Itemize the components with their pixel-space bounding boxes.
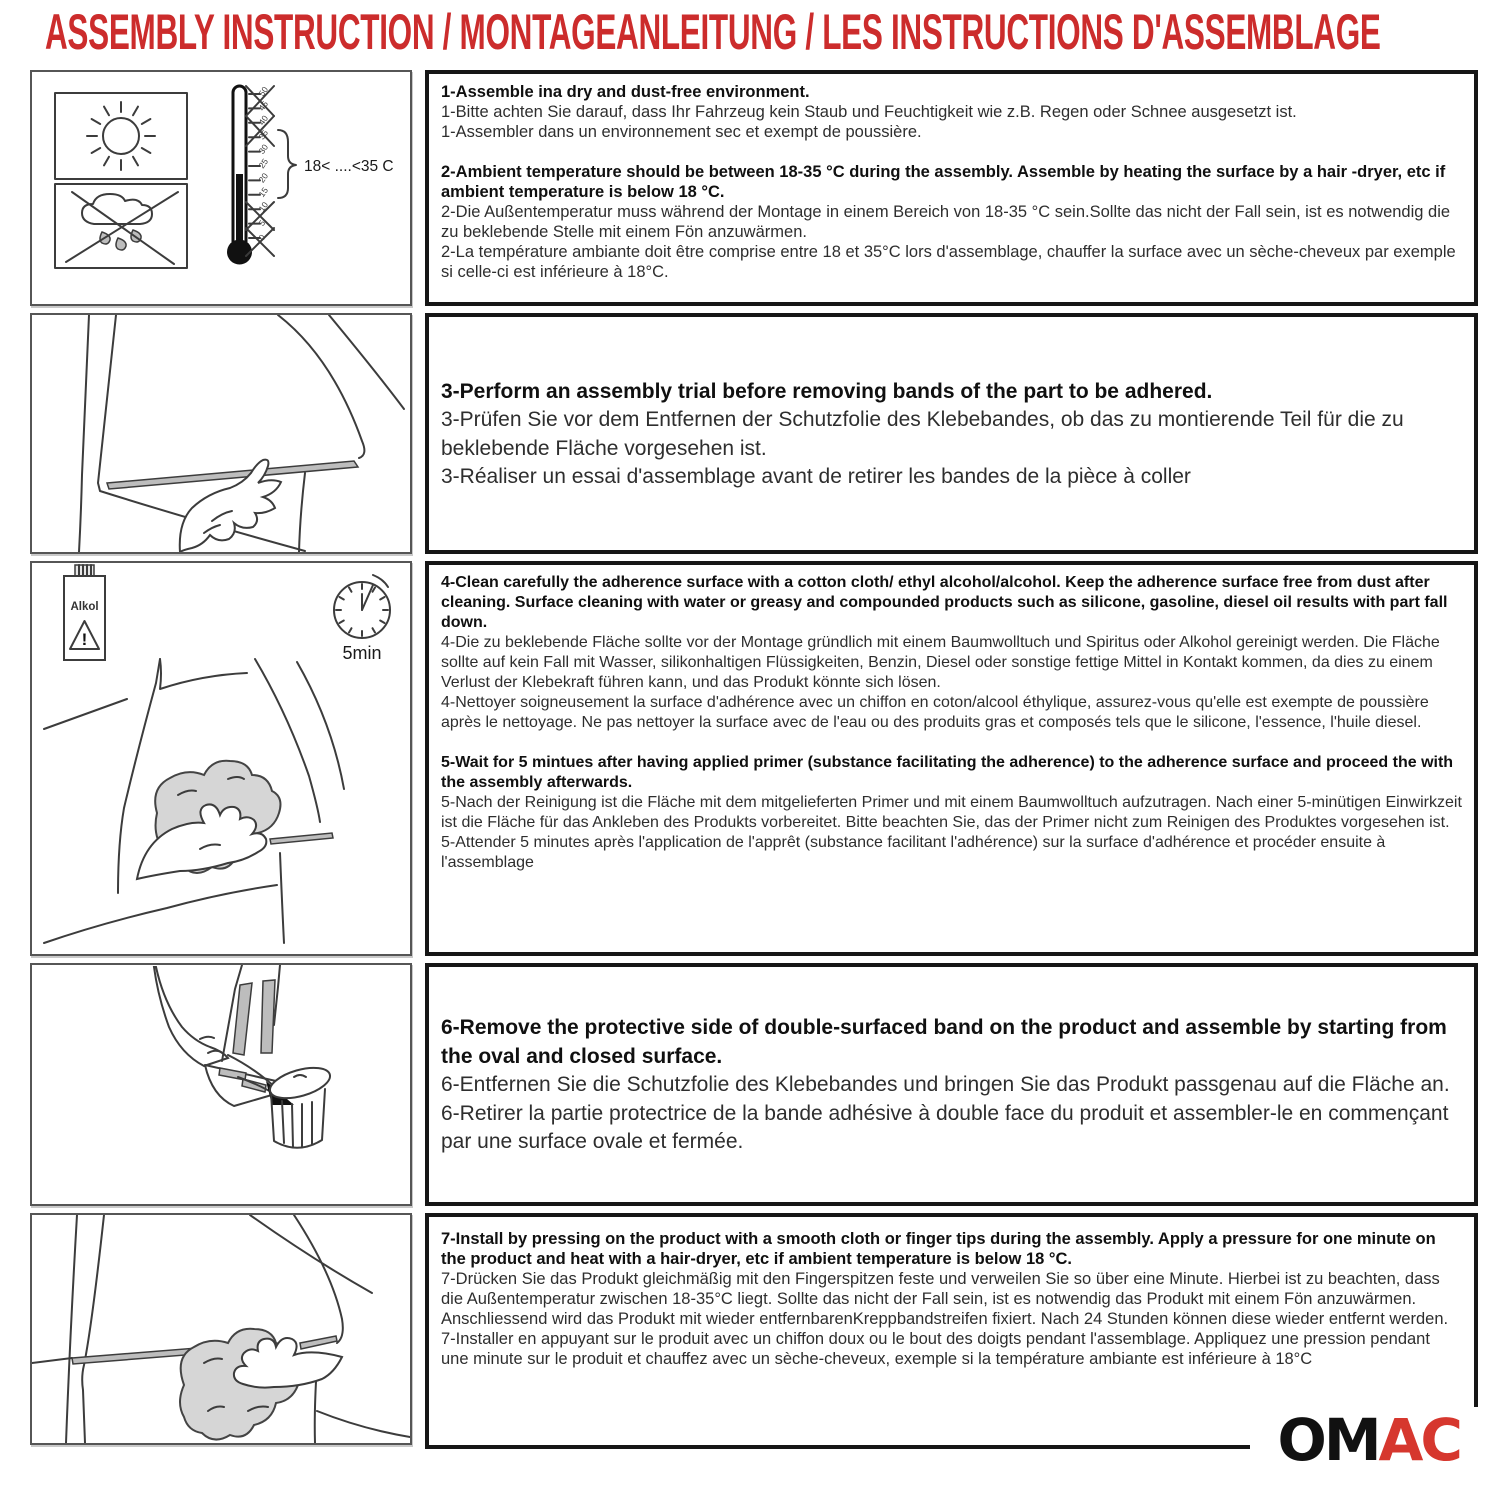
trim-strip	[72, 1348, 198, 1364]
illustration-panel-pressing	[30, 1213, 412, 1445]
svg-text:25: 25	[256, 156, 271, 171]
bottle-label: Alkol	[70, 601, 99, 613]
crossed-range-marks	[246, 86, 274, 256]
alcohol-bottle-icon	[64, 565, 105, 660]
illustration-panel-trial	[30, 313, 412, 554]
text-panel-steps-1-2	[425, 70, 1478, 306]
car-window-trial-illustration	[32, 315, 410, 552]
window-wiping-scene	[44, 659, 344, 943]
trim-strip	[300, 1336, 337, 1349]
svg-text:10: 10	[256, 199, 271, 214]
text-panel-steps-4-5	[425, 561, 1478, 956]
svg-text:5: 5	[256, 218, 268, 228]
paragraph-gap	[441, 733, 1462, 753]
step7-en-text: 7-Install by pressing on the product with a smooth cloth or finger tips during the assembly. Apply a pressure for one minute on the product and heat with a hair-dryer, etc if ambient temperature is below 18 °C.	[441, 1230, 1436, 1268]
svg-text:0: 0	[256, 232, 268, 243]
text-panel-step-6	[425, 963, 1478, 1206]
text-panel-step-7	[425, 1213, 1478, 1474]
instruction-row-4	[0, 963, 1500, 1206]
temperature-range-label: 18< ....<35 C	[304, 158, 394, 175]
step3-en-text: 3-Perform an assembly trial before removing bands of the part to be adhered.	[441, 379, 1213, 403]
omac-logo-black-letters: OM	[1277, 1406, 1379, 1474]
svg-text:15: 15	[256, 185, 271, 199]
svg-text:20: 20	[256, 171, 271, 185]
step5-fr-text: 5-Attender 5 minutes après l'application de l'apprêt (substance facilitant l'adhérence) sur la surface d'adhérence et procéder ensuite à l'assemblage	[441, 834, 1386, 871]
environment-temperature-illustration	[32, 72, 410, 304]
paragraph-gap	[441, 142, 1462, 162]
hand-icon	[154, 967, 228, 1066]
instruction-row-5	[0, 1213, 1500, 1474]
step4-en-text: 4-Clean carefully the adherence surface with a cotton cloth/ ethyl alcohol/alcohol. Keep the adherence surface free from dust after cleaning. Surface cleaning with water or greasy and compounded products such as silicone, gasoline, diesel oil results with part fall down.	[441, 574, 1448, 631]
omac-logo	[1250, 1406, 1478, 1474]
step2-fr-text: 2-La température ambiante doit être comprise entre 18 et 35°C lors d'assemblage, chauffer la surface avec un sèche-cheveux par exemple si celle-ci est inférieure à 18°C.	[441, 243, 1456, 281]
instruction-row-3	[0, 561, 1500, 956]
trim-strip	[107, 461, 358, 489]
svg-text:30: 30	[256, 142, 271, 156]
pressing-illustration	[32, 1215, 410, 1443]
clock-icon	[334, 575, 390, 663]
illustration-panel-environment	[30, 70, 412, 306]
step1-en-text: 1-Assemble ina dry and dust-free environment.	[441, 83, 810, 101]
step7-fr-text: 7-Installer en appuyant sur le produit avec un chiffon doux ou le bout des doigts pendant l'assemblage. Appliquez une pression pendant une minute sur le produit et chauffez avec un sèche-cheveux, exemple si la température ambiante est inférieure à 18°C	[441, 1330, 1430, 1368]
no-rain-icon	[55, 184, 187, 268]
step5-en-text: 5-Wait for 5 mintues after having applied primer (substance facilitating the adherence) to the adherence surface and proceed the with the assembly afterwards.	[441, 754, 1454, 791]
tape-removal-illustration	[32, 965, 410, 1204]
svg-text:40: 40	[256, 113, 271, 127]
step2-en-text: 2-Ambient temperature should be between 18-35 °C during the assembly. Assemble by heating the surface by a hair -dryer, etc if ambient temperature is below 18 °C.	[441, 163, 1446, 201]
step7-de-text: 7-Drücken Sie das Produkt gleichmäßig mit den Fingerspitzen feste und verweilen Sie so über eine Minute. Hierbei ist zu beachten, dass die Außentemperatur zwischen 18-35°C liegt. Sollte das nicht der Fall sein, ist es notwendig das Produkt mit einem Fön anzuwärmen. Anschliessend wird das Produkt mit wieder entfernbarenKreppbandstreifen fixiert. Nach 24 Stunden können diese wieder entfernt werden.	[441, 1270, 1449, 1328]
illustration-panel-band-removal	[30, 963, 412, 1206]
clock-duration-label: 5min	[342, 643, 382, 663]
instruction-row-1	[0, 70, 1500, 306]
step5-de-text: 5-Nach der Reinigung ist die Fläche mit dem mitgelieferten Primer und mit einem Baumwolltuch aufzutragen. Nach einer 5-minütigen Einwirkzeit ist die Fläche für das Ankleben des Produkts vorbereitet. Bitte beachten Sie, das der Primer nicht zum Reinigen des Produktes vorgesehen ist.	[441, 794, 1462, 831]
step1-de-text: 1-Bitte achten Sie darauf, dass Ihr Fahrzeug kein Staub und Feuchtigkeit wie z.B. Regen oder Schnee ausgesetzt ist.	[441, 103, 1297, 121]
step6-en-text: 6-Remove the protective side of double-surfaced band on the product and assemble by starting from the oval and closed surface.	[441, 1016, 1447, 1068]
step4-de-text: 4-Die zu beklebende Fläche sollte vor der Montage gründlich mit einem Baumwolltuch und Spiritus oder Alkohol gereinigt werden. Die Fläche sollte auf kein Fall mit Wasser, silikonhaltigen Flüssigkeiten, Benzin, Diesel oder sonstige fettige Mittel in Kontakt kommen, da dies zu einem Verlust der Klebekraft führen kann, und das Produkt könnte sich lösen.	[441, 634, 1440, 691]
range-brace	[278, 130, 296, 198]
trim-strip	[270, 833, 333, 844]
sun-icon	[55, 93, 187, 179]
illustration-panel-cleaning	[30, 561, 412, 956]
step6-fr-text: 6-Retirer la partie protectrice de la bande adhésive à double face du produit et assembler-le en commençant par une surface ovale et fermée.	[441, 1101, 1449, 1154]
omac-logo-red-letters: AC	[1378, 1406, 1460, 1474]
page-title: ASSEMBLY INSTRUCTION / MONTAGEANLEITUNG / LES INSTRUCTIONS D'ASSEMBLAGE	[45, 4, 1381, 60]
svg-text:!: !	[81, 630, 88, 649]
instruction-row-2	[0, 313, 1500, 554]
surface-cleaning-illustration	[32, 563, 410, 954]
step3-de-text: 3-Prüfen Sie vor dem Entfernen der Schutzfolie des Klebebandes, ob das zu montierende Teil für die zu beklebende Fläche vorgesehen ist.	[441, 408, 1404, 460]
step1-fr-text: 1-Assembler dans un environnement sec et exempt de poussière.	[441, 123, 922, 141]
svg-text:50: 50	[256, 84, 271, 99]
svg-text:35: 35	[256, 127, 271, 142]
step4-fr-text: 4-Nettoyer soigneusement la surface d'adhérence avec un chiffon en coton/alcool éthylique, assurez-vous qu'elle est exempte de poussière après le nettoyage. Ne pas nettoyer la surface avec de l'eau ou des produits gras et composés tels que le silicone, l'essence, l'huile diesel.	[441, 694, 1429, 731]
step2-de-text: 2-Die Außentemperatur muss während der Montage in einem Bereich von 18-35 °C sein.Sollte das nicht der Fall sein, ist es notwendig die zu beklebende Stelle mit einem Fön anzuwärmen.	[441, 203, 1451, 241]
step3-fr-text: 3-Réaliser un essai d'assemblage avant de retirer les bandes de la pièce à coller	[441, 465, 1191, 488]
thermometer-icon	[227, 84, 394, 264]
step6-de-text: 6-Entfernen Sie die Schutzfolie des Klebebandes und bringen Sie das Produkt passgenau auf die Fläche an.	[441, 1073, 1450, 1097]
text-panel-step-3	[425, 313, 1478, 554]
svg-text:45: 45	[256, 99, 271, 113]
